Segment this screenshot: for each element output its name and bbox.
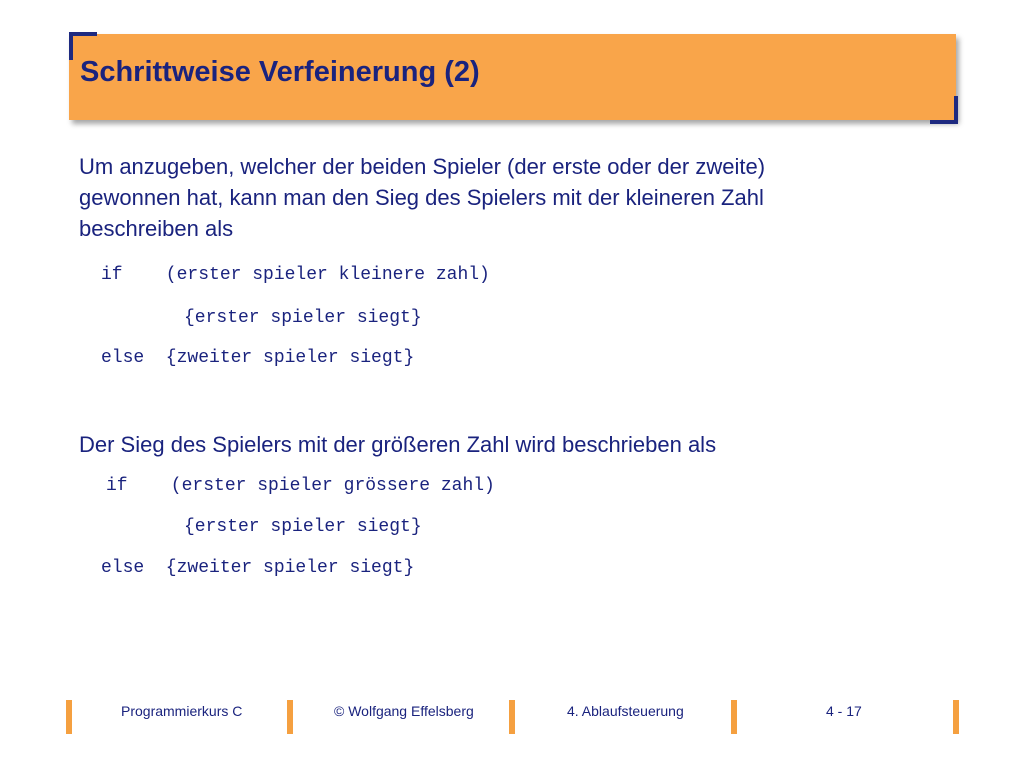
footer-separator-2 [287,700,293,734]
footer-separator-5 [953,700,959,734]
code-2-line-1: if (erster spieler grössere zahl) [106,476,495,496]
code-1-line-2: {erster spieler siegt} [184,308,422,328]
code-1-line-1: if (erster spieler kleinere zahl) [101,265,490,285]
footer-separator-3 [509,700,515,734]
footer-page-number: 4 - 17 [826,703,862,719]
paragraph-1-line-2: gewonnen hat, kann man den Sieg des Spielers mit der kleineren Zahl [79,185,764,210]
paragraph-1-line-1: Um anzugeben, welcher der beiden Spieler (der erste oder der zweite) [79,154,766,179]
code-1-line-3: else {zweiter spieler siegt} [101,348,415,368]
code-2-line-2: {erster spieler siegt} [184,517,422,537]
code-2-line-3: else {zweiter spieler siegt} [101,558,415,578]
paragraph-2: Der Sieg des Spielers mit der größeren Zahl wird beschrieben als [79,432,717,457]
slide-title: Schrittweise Verfeinerung (2) [80,56,480,88]
footer-separator-4 [731,700,737,734]
footer-chapter: 4. Ablaufsteuerung [567,703,684,719]
footer-separator-1 [66,700,72,734]
footer-author: © Wolfgang Effelsberg [334,703,474,719]
paragraph-1-line-3: beschreiben als [79,216,234,241]
footer-course: Programmierkurs C [121,703,243,719]
corner-bracket-bottom-right [930,96,958,124]
